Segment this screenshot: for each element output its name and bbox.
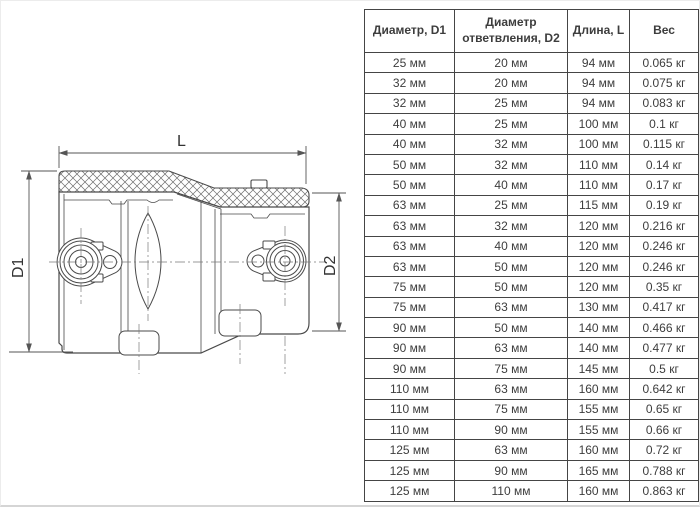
col-header-weight: Вес <box>630 10 699 53</box>
col-header-branch-diameter-d2: Диаметр ответвления, D2 <box>455 10 568 53</box>
table-cell: 0.35 кг <box>630 277 699 297</box>
table-cell: 94 мм <box>568 73 630 93</box>
table-cell: 40 мм <box>455 236 568 256</box>
table-cell: 0.477 кг <box>630 338 699 358</box>
table-row <box>365 460 699 480</box>
terminal-right-pin-hole <box>252 255 264 267</box>
table-row <box>365 134 699 154</box>
table-row <box>365 154 699 174</box>
reducer-coupling-diagram <box>1 106 361 406</box>
table-cell: 0.642 кг <box>630 379 699 399</box>
table-cell: 63 мм <box>365 236 455 256</box>
spec-table-header-row <box>365 10 699 53</box>
table-cell: 0.083 кг <box>630 93 699 113</box>
table-cell: 140 мм <box>568 318 630 338</box>
table-cell: 110 мм <box>568 175 630 195</box>
table-cell: 140 мм <box>568 338 630 358</box>
col-header-length-l: Длина, L <box>568 10 630 53</box>
table-cell: 25 мм <box>455 195 568 215</box>
table-cell: 50 мм <box>365 154 455 174</box>
table-cell: 125 мм <box>365 440 455 460</box>
table-row <box>365 114 699 134</box>
table-cell: 75 мм <box>455 358 568 378</box>
table-cell: 155 мм <box>568 420 630 440</box>
table-cell: 160 мм <box>568 481 630 501</box>
table-cell: 145 мм <box>568 358 630 378</box>
table-cell: 63 мм <box>455 338 568 358</box>
spec-table-body <box>365 53 699 502</box>
table-cell: 0.246 кг <box>630 236 699 256</box>
table-cell: 50 мм <box>365 175 455 195</box>
table-row <box>365 195 699 215</box>
table-cell: 115 мм <box>568 195 630 215</box>
table-cell: 63 мм <box>365 195 455 215</box>
table-cell: 110 мм <box>365 379 455 399</box>
table-cell: 90 мм <box>365 338 455 358</box>
table-row <box>365 318 699 338</box>
table-cell: 0.417 кг <box>630 297 699 317</box>
table-cell: 110 мм <box>455 481 568 501</box>
table-cell: 94 мм <box>568 93 630 113</box>
table-cell: 32 мм <box>365 93 455 113</box>
table-cell: 32 мм <box>455 154 568 174</box>
table-cell: 165 мм <box>568 460 630 480</box>
table-cell: 0.65 кг <box>630 399 699 419</box>
table-cell: 120 мм <box>568 277 630 297</box>
band-tab <box>251 180 267 188</box>
dim-length-label: L <box>177 133 186 150</box>
table-row <box>365 277 699 297</box>
col-header-diameter-d1: Диаметр, D1 <box>365 10 455 53</box>
table-cell: 40 мм <box>455 175 568 195</box>
table-cell: 32 мм <box>455 134 568 154</box>
table-cell: 0.115 кг <box>630 134 699 154</box>
table-cell: 100 мм <box>568 114 630 134</box>
table-cell: 0.17 кг <box>630 175 699 195</box>
table-cell: 110 мм <box>365 399 455 419</box>
table-cell: 40 мм <box>365 134 455 154</box>
table-cell: 120 мм <box>568 256 630 276</box>
table-cell: 100 мм <box>568 134 630 154</box>
table-cell: 110 мм <box>568 154 630 174</box>
table-cell: 90 мм <box>455 460 568 480</box>
table-cell: 0.075 кг <box>630 73 699 93</box>
table-cell: 90 мм <box>455 420 568 440</box>
spec-table <box>364 9 699 502</box>
table-row <box>365 93 699 113</box>
table-cell: 90 мм <box>365 358 455 378</box>
table-cell: 25 мм <box>455 114 568 134</box>
table-cell: 63 мм <box>455 440 568 460</box>
table-cell: 0.466 кг <box>630 318 699 338</box>
table-cell: 125 мм <box>365 460 455 480</box>
table-cell: 25 мм <box>365 53 455 73</box>
table-cell: 63 мм <box>365 256 455 276</box>
table-cell: 75 мм <box>365 277 455 297</box>
table-cell: 25 мм <box>455 93 568 113</box>
table-cell: 0.14 кг <box>630 154 699 174</box>
table-cell: 120 мм <box>568 236 630 256</box>
table-cell: 155 мм <box>568 399 630 419</box>
table-row <box>365 175 699 195</box>
table-cell: 0.788 кг <box>630 460 699 480</box>
table-cell: 32 мм <box>455 216 568 236</box>
table-cell: 40 мм <box>365 114 455 134</box>
table-row <box>365 358 699 378</box>
table-cell: 63 мм <box>455 297 568 317</box>
table-row <box>365 236 699 256</box>
table-cell: 63 мм <box>455 379 568 399</box>
table-cell: 75 мм <box>455 399 568 419</box>
table-cell: 94 мм <box>568 53 630 73</box>
table-cell: 125 мм <box>365 481 455 501</box>
table-cell: 120 мм <box>568 216 630 236</box>
table-cell: 0.5 кг <box>630 358 699 378</box>
table-cell: 90 мм <box>365 318 455 338</box>
table-row <box>365 379 699 399</box>
dim-d2-label: D2 <box>322 255 339 276</box>
table-cell: 20 мм <box>455 53 568 73</box>
table-cell: 0.1 кг <box>630 114 699 134</box>
technical-drawing <box>1 106 361 406</box>
table-cell: 160 мм <box>568 379 630 399</box>
table-cell: 0.19 кг <box>630 195 699 215</box>
dim-d1-label: D1 <box>10 257 27 278</box>
table-cell: 50 мм <box>455 256 568 276</box>
table-row <box>365 73 699 93</box>
table-cell: 50 мм <box>455 318 568 338</box>
table-row <box>365 338 699 358</box>
table-row <box>365 399 699 419</box>
table-row <box>365 53 699 73</box>
table-row <box>365 420 699 440</box>
table-cell: 130 мм <box>568 297 630 317</box>
table-row <box>365 297 699 317</box>
table-row <box>365 481 699 501</box>
table-cell: 0.863 кг <box>630 481 699 501</box>
table-cell: 75 мм <box>365 297 455 317</box>
table-cell: 0.66 кг <box>630 420 699 440</box>
table-cell: 0.246 кг <box>630 256 699 276</box>
table-cell: 110 мм <box>365 420 455 440</box>
table-cell: 50 мм <box>455 277 568 297</box>
table-cell: 0.065 кг <box>630 53 699 73</box>
table-cell: 160 мм <box>568 440 630 460</box>
table-row <box>365 256 699 276</box>
table-row <box>365 216 699 236</box>
table-cell: 0.216 кг <box>630 216 699 236</box>
table-cell: 63 мм <box>365 216 455 236</box>
table-row <box>365 440 699 460</box>
table-cell: 32 мм <box>365 73 455 93</box>
table-cell: 20 мм <box>455 73 568 93</box>
table-cell: 0.72 кг <box>630 440 699 460</box>
